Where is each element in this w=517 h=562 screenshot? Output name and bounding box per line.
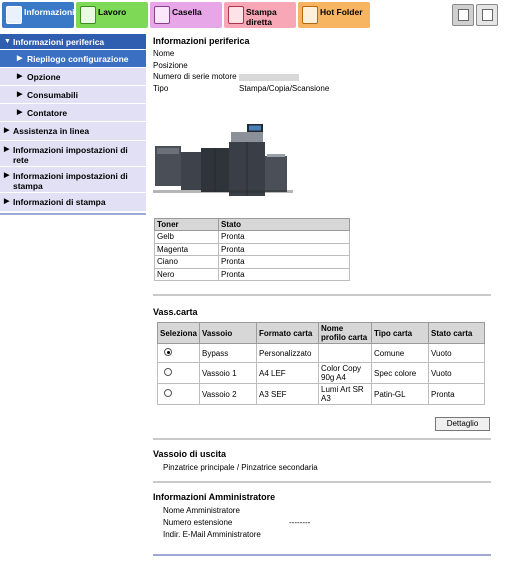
table-row (155, 243, 350, 256)
sidebar-item-label: Opzione (27, 72, 61, 82)
printer-image (153, 124, 293, 204)
top-tab-bar (0, 0, 517, 30)
tab-lavoro[interactable] (76, 2, 148, 28)
field-label: Nome (153, 49, 175, 58)
sidebar-item-label: Informazioni periferica (13, 37, 105, 47)
sidebar-item-label: Riepilogo configurazione (27, 54, 129, 64)
paper-profile (319, 344, 372, 363)
field-label: Numero estensione (163, 518, 233, 527)
tray-radio[interactable] (164, 389, 172, 397)
paper-type: Patin-GL (372, 384, 429, 405)
field-value: -------- (289, 518, 311, 527)
toner-status: Pronta (219, 256, 350, 269)
box-icon (154, 6, 170, 24)
expand-arrow-icon: ▼ (4, 38, 11, 45)
device-settings-button[interactable] (452, 4, 474, 26)
tray-radio[interactable] (164, 348, 172, 356)
column-header: Stato carta (429, 323, 485, 344)
arrow-right-icon: ▶ (17, 73, 23, 80)
field-nome (153, 48, 493, 60)
admin-field-email (163, 530, 423, 542)
tab-label: Stampa diretta (246, 7, 277, 27)
table-row (155, 268, 350, 281)
page-title: Informazioni periferica (153, 36, 250, 46)
admin-field-nome (163, 506, 423, 518)
sidebar-item-impostazioni-stampa[interactable] (0, 167, 146, 193)
sidebar-item-label: Assistenza in linea (13, 126, 90, 136)
tray-name: Bypass (200, 344, 257, 363)
select-cell (158, 344, 200, 363)
arrow-right-icon: ▶ (4, 198, 10, 205)
paper-profile: Lumi Art SR A3 (319, 384, 372, 405)
paper-type: Spec colore (372, 363, 429, 384)
sidebar (0, 34, 146, 215)
sidebar-item-contatore[interactable] (0, 104, 146, 122)
admin-field-estensione (163, 518, 423, 530)
sidebar-item-informazioni-periferica[interactable] (0, 34, 146, 50)
table-row (158, 344, 485, 363)
sidebar-item-label: Informazioni impostazioni di rete (13, 145, 128, 165)
hot-folder-icon (302, 6, 318, 24)
main-content (153, 36, 493, 539)
tray-name: Vassoio 1 (200, 363, 257, 384)
column-header: Tipo carta (372, 323, 429, 344)
column-header: Stato (219, 219, 350, 231)
column-header: Nome profilo carta (319, 323, 372, 344)
section-divider (153, 438, 491, 440)
detail-button[interactable]: Dettaglio (435, 417, 490, 431)
tab-stampa-diretta[interactable] (224, 2, 296, 28)
column-header: Vassoio (200, 323, 257, 344)
sidebar-item-riepilogo-configurazione[interactable] (0, 50, 146, 68)
table-header-row (158, 323, 485, 344)
arrow-right-icon: ▶ (17, 91, 23, 98)
sidebar-item-informazioni-stampa[interactable] (0, 193, 146, 212)
sidebar-item-impostazioni-rete[interactable] (0, 141, 146, 167)
toner-name: Nero (155, 268, 219, 281)
tab-informazioni[interactable] (2, 2, 74, 28)
column-header: Formato carta (257, 323, 319, 344)
sidebar-item-opzione[interactable] (0, 68, 146, 86)
panel-button[interactable] (476, 4, 498, 26)
sidebar-item-label: Consumabili (27, 90, 79, 100)
column-header: Seleziona (158, 323, 200, 344)
admin-title: Informazioni Amministratore (153, 492, 276, 502)
tab-casella[interactable] (150, 2, 222, 28)
section-divider (153, 481, 491, 483)
toner-name: Magenta (155, 243, 219, 256)
sidebar-item-assistenza-in-linea[interactable] (0, 122, 146, 141)
sidebar-item-consumabili[interactable] (0, 86, 146, 104)
table-row (155, 256, 350, 269)
paper-status: Pronta (429, 384, 485, 405)
arrow-right-icon: ▶ (4, 127, 10, 134)
table-header-row (155, 219, 350, 231)
output-tray-value: Pinzatrice principale / Pinzatrice secondaria (163, 463, 318, 472)
table-row (158, 384, 485, 405)
output-tray-title: Vassoio di uscita (153, 449, 227, 459)
sidebar-divider (0, 213, 146, 215)
footer-divider (153, 554, 491, 556)
direct-print-icon (228, 6, 244, 24)
paper-type: Comune (372, 344, 429, 363)
paper-status: Vuoto (429, 363, 485, 384)
sidebar-item-label: Informazioni di stampa (13, 197, 106, 207)
table-row (155, 231, 350, 244)
tab-label: Lavoro (98, 7, 127, 17)
field-label: Tipo (153, 83, 169, 93)
field-tipo (153, 83, 493, 95)
tab-label: Casella (172, 7, 202, 17)
tray-name: Vassoio 2 (200, 384, 257, 405)
arrow-right-icon: ▶ (17, 55, 23, 62)
field-posizione (153, 60, 493, 72)
toner-name: Ciano (155, 256, 219, 269)
paper-tray-table (157, 322, 485, 405)
toner-table (154, 218, 350, 281)
toner-status: Pronta (219, 231, 350, 244)
field-numero-serie (153, 71, 493, 83)
sidebar-item-label: Informazioni impostazioni di stampa (13, 171, 128, 191)
table-row (158, 363, 485, 384)
column-header: Toner (155, 219, 219, 231)
arrow-right-icon: ▶ (4, 172, 10, 179)
trays-title: Vass.carta (153, 307, 198, 317)
job-icon (80, 6, 96, 24)
paper-profile: Color Copy 90g A4 (319, 363, 372, 384)
device-settings-icon (458, 9, 469, 21)
paper-size: Personalizzato (257, 344, 319, 363)
field-label: Posizione (153, 60, 188, 70)
toner-name: Gelb (155, 231, 219, 244)
panel-icon (482, 9, 493, 21)
paper-size: A4 LEF (257, 363, 319, 384)
field-label: Indir. E-Mail Amministratore (163, 530, 261, 539)
tray-radio[interactable] (164, 368, 172, 376)
serial-redaction (239, 74, 299, 81)
tab-label: Hot Folder (320, 7, 363, 17)
arrow-right-icon: ▶ (17, 109, 23, 116)
toner-status: Pronta (219, 243, 350, 256)
paper-status: Vuoto (429, 344, 485, 363)
section-divider (153, 294, 491, 296)
tab-hot-folder[interactable] (298, 2, 370, 28)
arrow-right-icon: ▶ (4, 146, 10, 153)
select-cell (158, 384, 200, 405)
sidebar-item-label: Contatore (27, 108, 68, 118)
toner-status: Pronta (219, 268, 350, 281)
paper-size: A3 SEF (257, 384, 319, 405)
field-value: Stampa/Copia/Scansione (239, 83, 330, 93)
field-label: Numero di serie motore (153, 72, 237, 81)
tab-label: Informazioni (24, 7, 75, 17)
field-label: Nome Amministratore (163, 506, 240, 515)
info-device-icon (6, 6, 22, 24)
select-cell (158, 363, 200, 384)
